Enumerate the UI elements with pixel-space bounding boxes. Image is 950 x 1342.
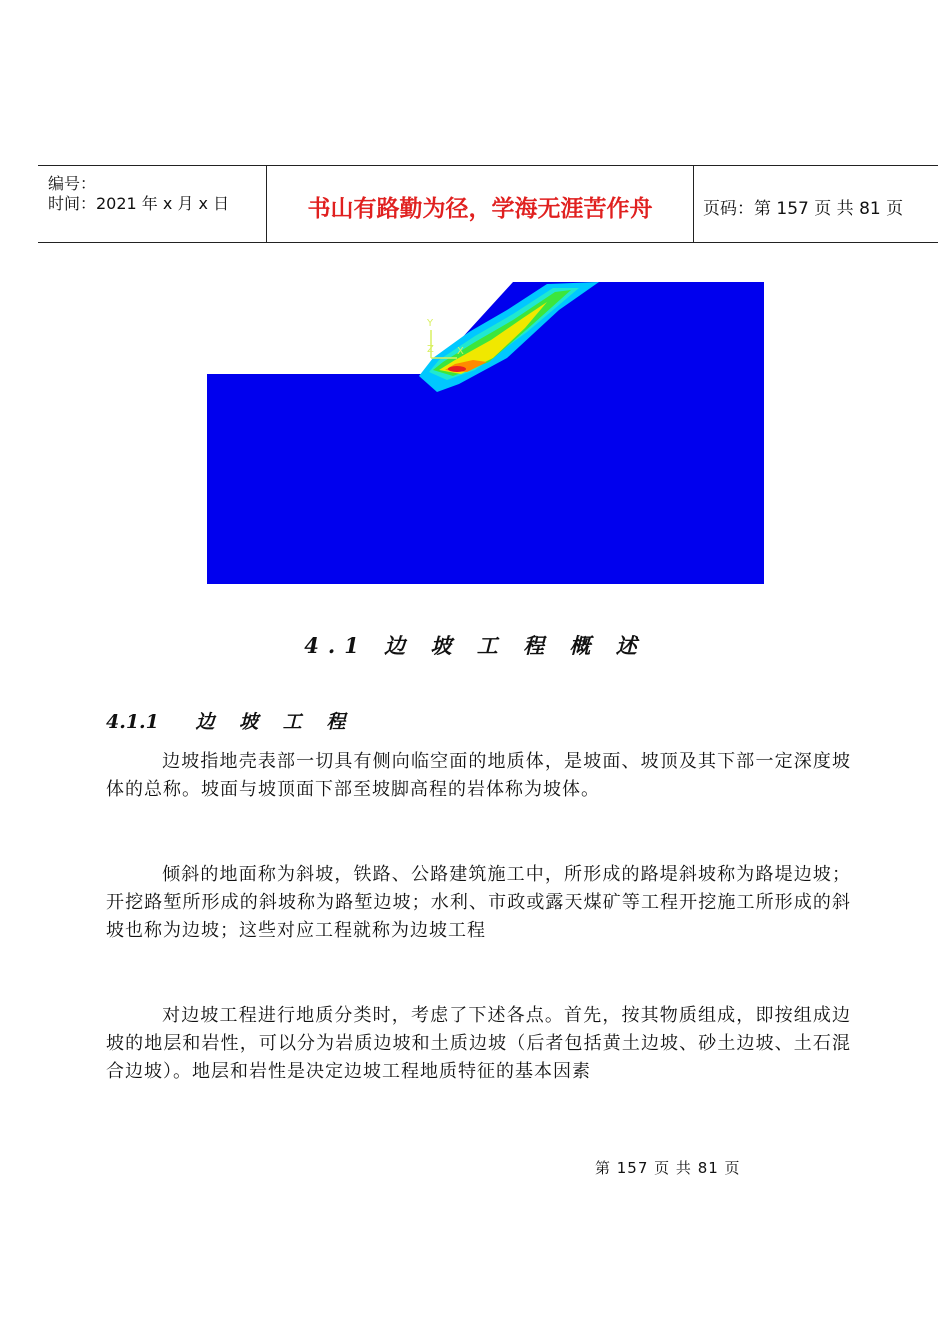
paragraph-1-text: 边坡指地壳表部一切具有侧向临空面的地质体，是坡面、坡顶及其下部一定深度坡体的总称。坡面与坡顶面下部至坡脚高程的岩体称为坡体。 [106,751,851,801]
header-motto: 书山有路勤为径，学海无涯苦作舟 [307,195,653,222]
document-id-label: 编号： [48,174,97,193]
header-page-info: 页码：第 157 页 共 81 页 [703,199,904,219]
contour-red [448,366,466,372]
paragraph-2-text: 倾斜的地面称为斜坡，铁路、公路建筑施工中，所形成的路堤斜坡称为路堤边坡；开挖路堑所形成的斜坡称为路堑边坡；水利、市政或露天煤矿等工程开挖施工所形成的斜坡也称为边坡；这些对应工程就称为边坡工程 [106,864,851,942]
page-footer: 第 157 页 共 81 页 [595,1159,741,1177]
paragraph-3 [106,1002,851,1087]
header-center-cell [266,166,694,242]
paragraph-2 [106,861,851,946]
document-time: 时间：2021 年 x 月 x 日 [48,194,230,213]
subsection-heading [106,707,354,734]
paragraph-1 [106,748,851,804]
paragraph-3-text: 对边坡工程进行地质分类时，考虑了下述各点。首先，按其物质组成，即按组成边坡的地层和岩性，可以分为岩质边坡和土质边坡（后者包括黄土边坡、砂土边坡、土石混合边坡）。地层和岩性是决定边坡工程地质特征的基本因素 [106,1005,851,1083]
axis-label-y: Y [427,318,434,329]
section-heading: 4.1 边 坡 工 程 概 述 [304,633,646,658]
axis-label-z: Z [427,344,434,355]
subsection-number: 4.1.1 [106,711,159,733]
header-left-cell [38,166,266,242]
document-header [38,165,938,243]
slope-contour-figure [207,280,764,584]
header-right-cell [693,166,938,242]
axis-label-x: X [457,346,464,357]
subsection-title: 边 坡 工 程 [195,711,355,733]
